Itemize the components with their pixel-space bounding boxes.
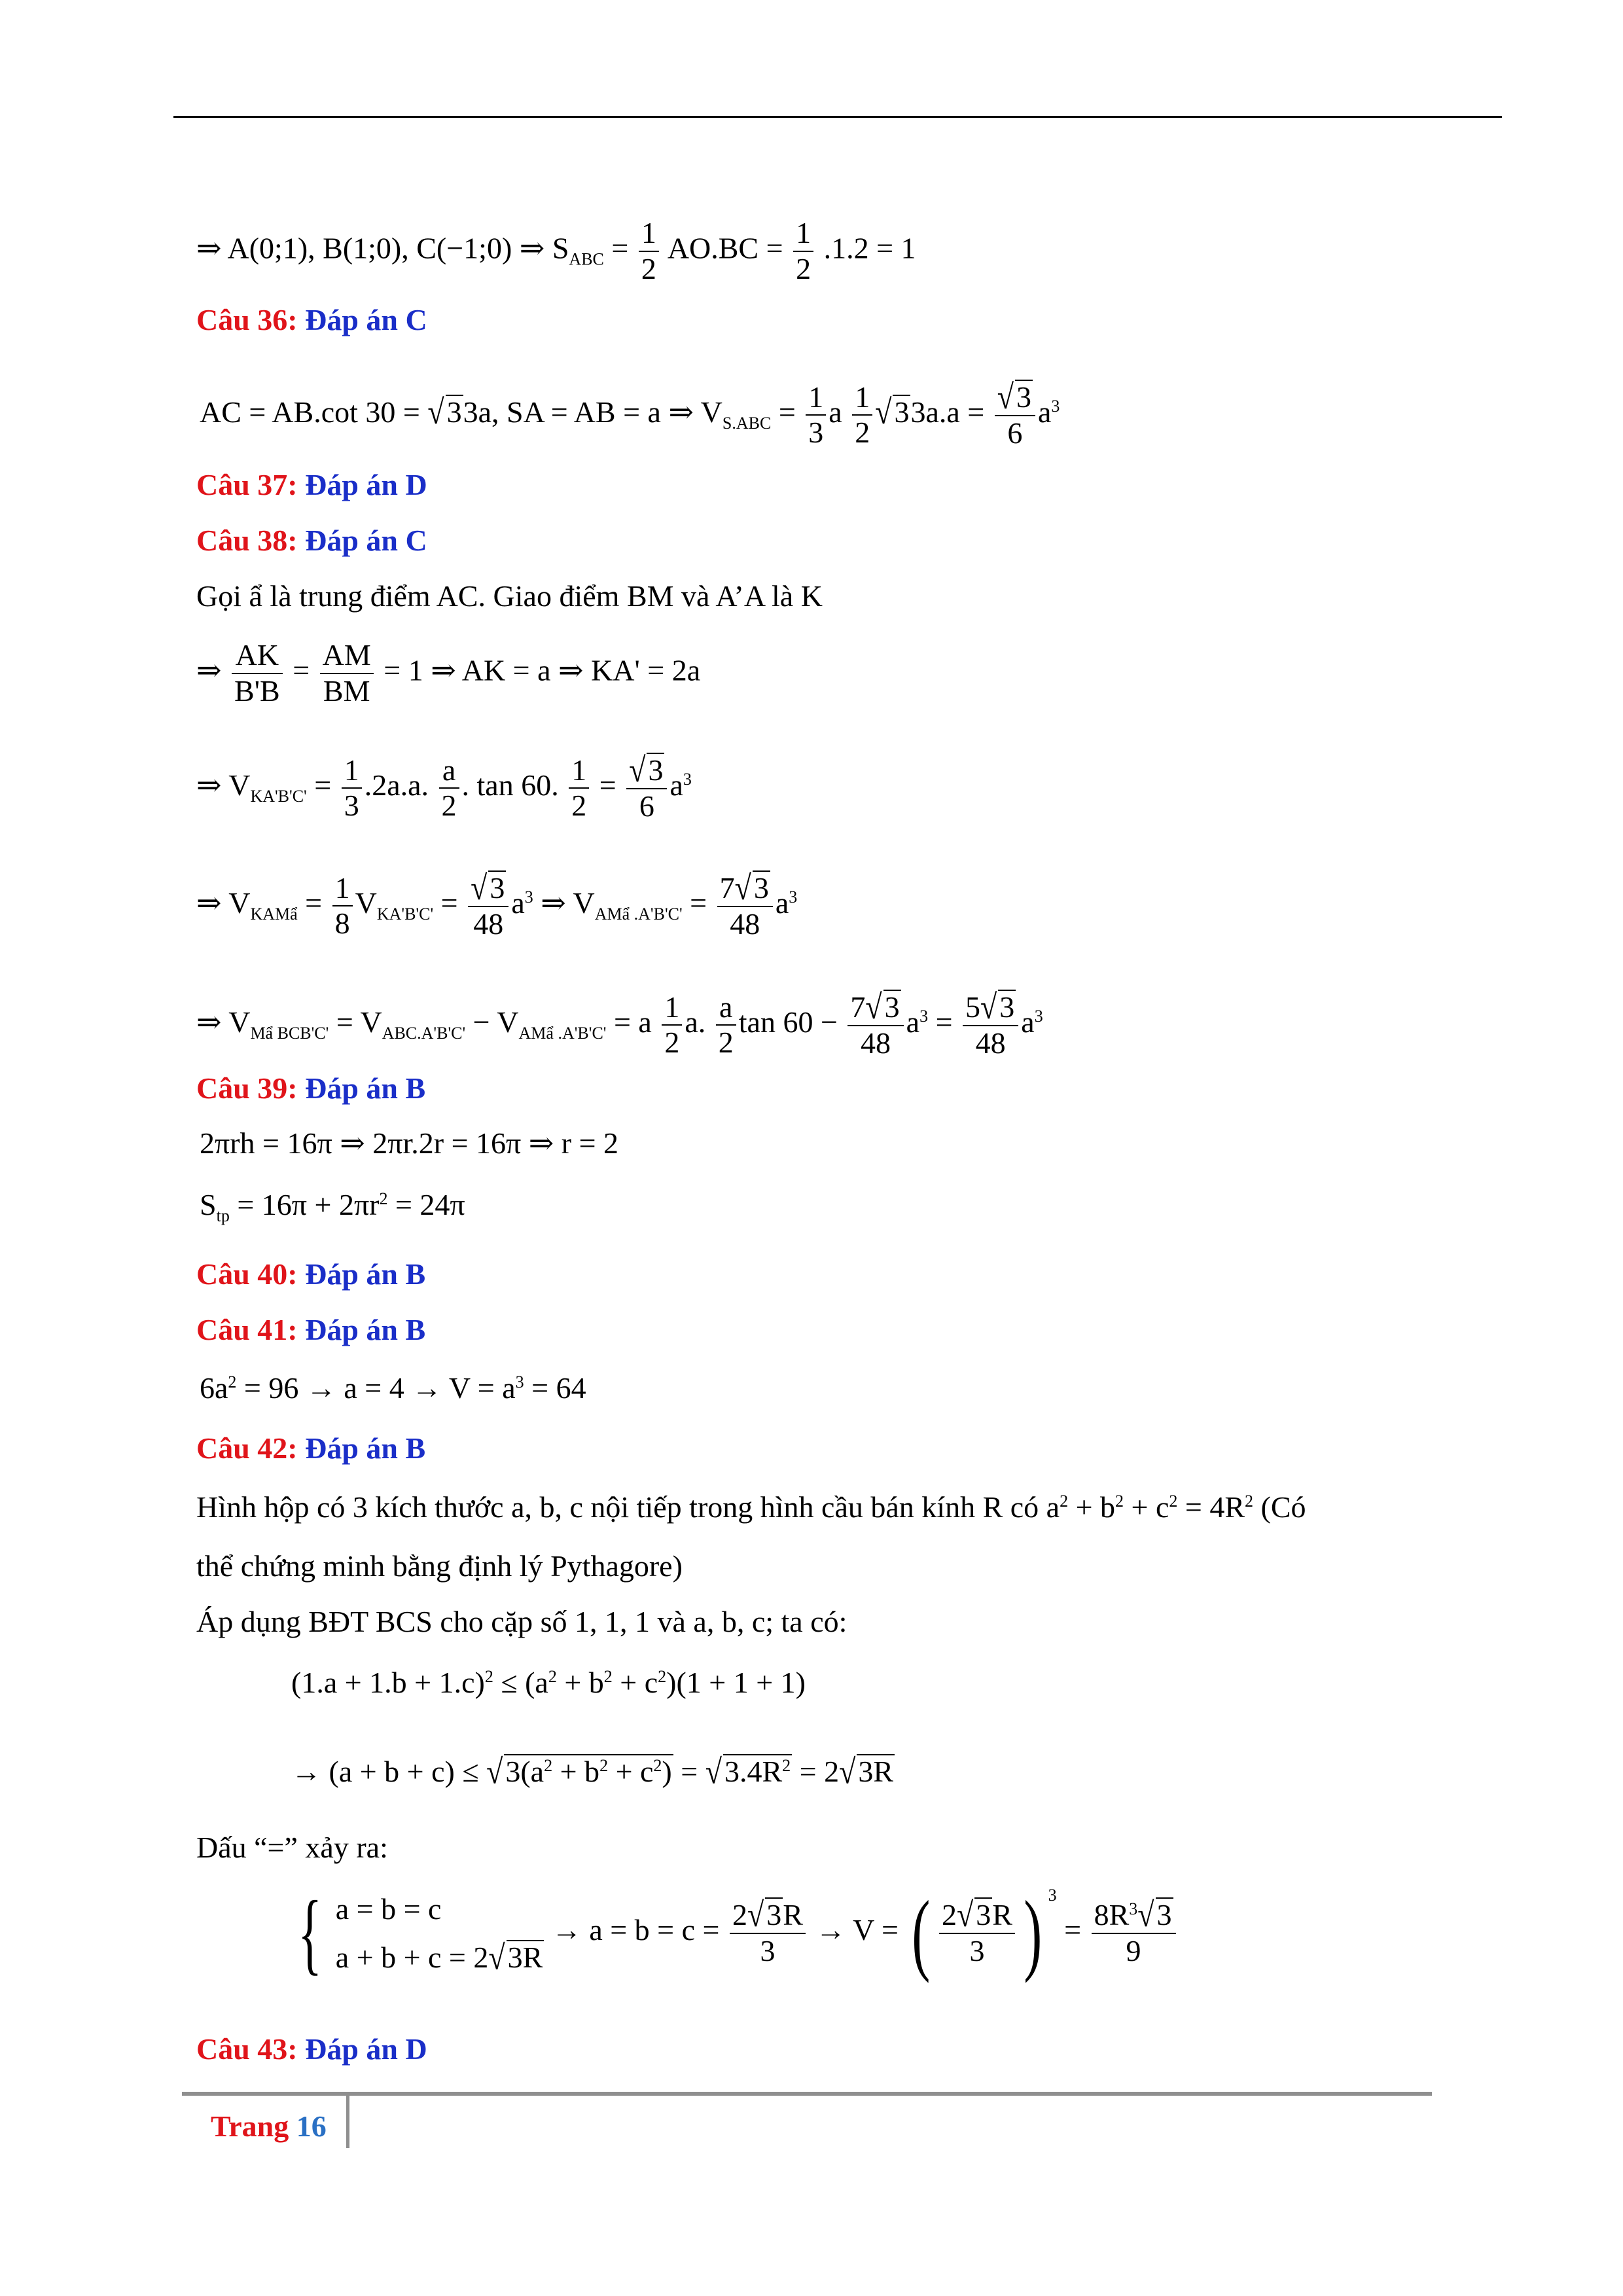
page-number: Trang 16 xyxy=(211,2109,327,2143)
question-heading: Câu 43: Đáp án D xyxy=(196,2032,427,2066)
question-heading: Câu 41: Đáp án B xyxy=(196,1313,426,1346)
equation-line: $6a^2 = 96 \to a = 4 \to V = a^3 = 64$ xyxy=(200,1371,586,1405)
body-text: Áp dụng BĐT BCS cho cặp số 1, 1, 1 và a, b, c; ta có: xyxy=(196,1605,847,1638)
header-rule xyxy=(173,116,1502,118)
equation-line: $S_{tp} = 16\pi + 2\pi r^2 = 24\pi$ xyxy=(200,1188,465,1225)
footer-separator xyxy=(346,2092,349,2148)
equation-line: ⇒ $V_{KA'B'C'}$ = $\frac{1}{3}$ .2a.a. $\frac{a}{2}$ . tan 60. $\frac{1}{2}$ = $\frac{√3}{6}$ $a^3$ xyxy=(196,751,692,823)
system-brace: { xyxy=(298,1882,323,1984)
equation-line: AC = AB.cot 30 = √33a, SA = AB = a ⇒ $V_{S.ABC}$ = $\frac{1}{3}$ a $\frac{1}{2}$ √33a.a = $\frac{√3}{6}$ $a^3$ xyxy=(200,378,1060,450)
equation-line: ⇒ $\frac{AK}{B'B}$ = $\frac{AM}{BM}$ = 1 ⇒ AK = a ⇒ KA' = 2a xyxy=(196,638,701,708)
body-text: thể chứng minh bằng định lý Pythagore) xyxy=(196,1549,683,1583)
question-heading: Câu 42: Đáp án B xyxy=(196,1431,426,1465)
body-text: Gọi ẩ là trung điểm AC. Giao điểm BM và A’A là K xyxy=(196,579,823,613)
question-heading: Câu 39: Đáp án B xyxy=(196,1071,426,1105)
equation-line: ⇒ $V_{Mẩ BCB'C'} = V_{ABC.A'B'C'} - V_{AMẩ .A'B'C'} = a$ $\frac{1}{2}$ a. $\frac{a}{2}$ tan 60 − $\frac{7√3}{48}$ $a^3$ = $\frac{5√3}{48}$ $a^3$ xyxy=(196,988,1043,1060)
body-text: Dấu “=” xảy ra: xyxy=(196,1831,388,1864)
equation-line: 2πrh = 16π ⇒ 2πr.2r = 16π ⇒ r = 2 xyxy=(200,1126,619,1160)
question-heading: Câu 38: Đáp án C xyxy=(196,524,427,557)
question-heading: Câu 37: Đáp án D xyxy=(196,468,427,501)
body-text: Hình hộp có 3 kích thước a, b, c nội tiếp trong hình cầu bán kính R có $a^2 + b^2 + c^2 = 4R^2$ (Có xyxy=(196,1490,1306,1524)
footer-rule xyxy=(182,2092,1432,2096)
equation-line: { a = b = c a + b + c = 2√3R → a = b = c = $\frac{2√3R}{3}$ → V = ( $\frac{2√3R}{3}$ ) $^3$ = $\frac{8R^3√3}{9}$ xyxy=(288,1885,1179,1981)
question-heading: Câu 36: Đáp án C xyxy=(196,303,427,336)
equation-line: → $(a + b + c) \le √3(a^2 + b^2 + c^2) = √3.4R^2 = 2√3R$ xyxy=(291,1752,894,1791)
equation-line: ⇒ $V_{KAMẩ}$ = $\frac{1}{8}$ $V_{KA'B'C'}$ = $\frac{√3}{48}$ $a^3$ ⇒ $V_{AMẩ .A'B'C'}$ = $\frac{7√3}{48}$ $a^3$ xyxy=(196,869,798,941)
question-heading: Câu 40: Đáp án B xyxy=(196,1257,426,1291)
equation-line: $(1.a + 1.b + 1.c)^2 \le (a^2 + b^2 + c^2)(1 + 1 + 1)$ xyxy=(291,1666,806,1699)
equation-line: ⇒ A(0;1), B(1;0), C(−1;0) ⇒ $S_{ABC}$ = $\frac{1}{2}$ AO.BC = $\frac{1}{2}$ .1.2 = 1 xyxy=(196,216,916,285)
